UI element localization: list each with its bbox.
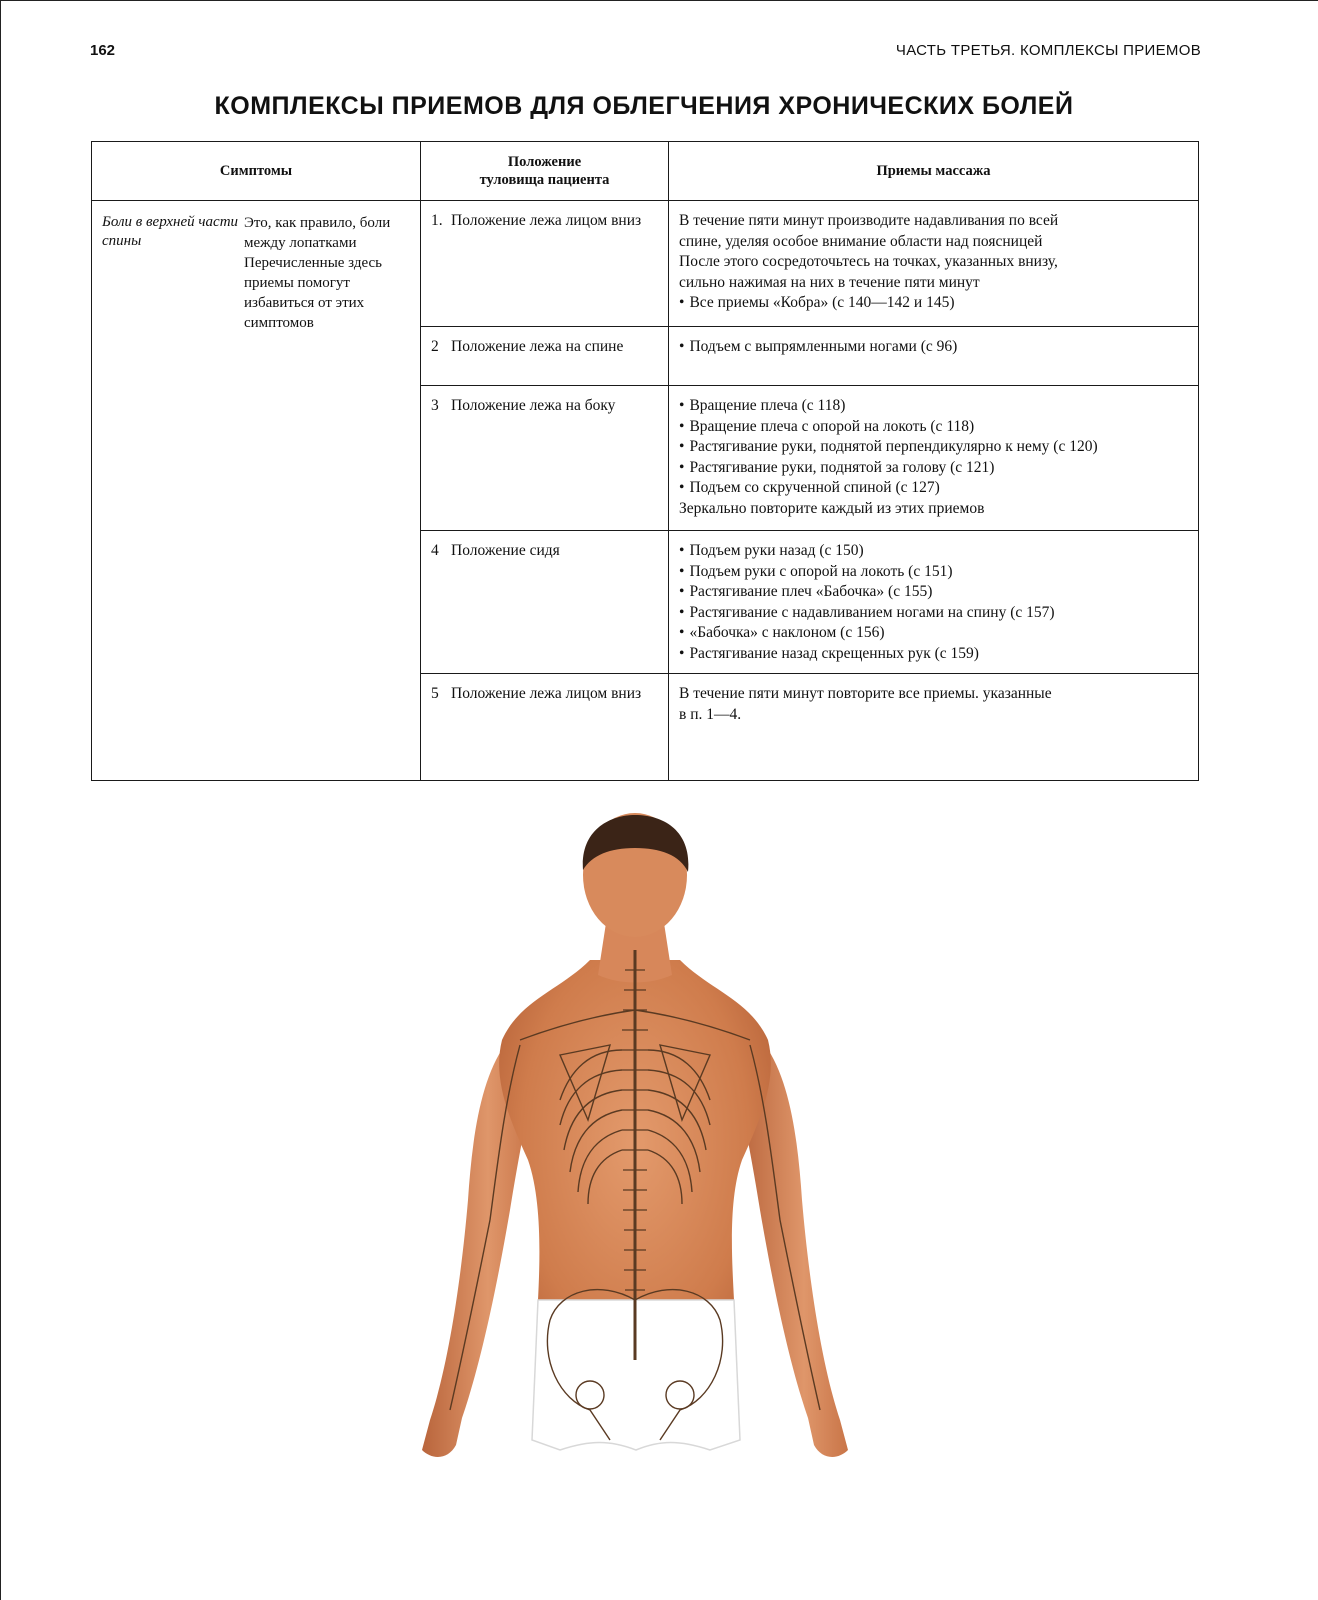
running-head: ЧАСТЬ ТРЕТЬЯ. КОМПЛЕКСЫ ПРИЕМОВ — [895, 42, 1201, 59]
massage-cell — [669, 327, 1199, 386]
page-number: 162 — [90, 42, 116, 59]
position-cell — [421, 386, 669, 531]
header-position — [421, 142, 669, 201]
massage-bullet: • Растягивание назад скрещенных рук (с 159) — [679, 644, 1190, 665]
massage-bullet: • Все приемы «Кобра» (с 140—142 и 145) — [679, 293, 1190, 314]
massage-bullet: • Растягивание плеч «Бабочка» (с 155) — [679, 582, 1190, 603]
header-position-line2: туловища пациента — [479, 172, 610, 188]
header-symptoms: Симптомы — [92, 142, 421, 201]
header-position-line1: Положение — [507, 154, 582, 170]
page-title: КОМПЛЕКСЫ ПРИЕМОВ ДЛЯ ОБЛЕГЧЕНИЯ ХРОНИЧЕСКИХ БОЛЕЙ — [214, 92, 1074, 120]
massage-bullet: • Подъем с выпрямленными ногами (с 96) — [679, 337, 1190, 358]
position-cell — [421, 327, 669, 386]
massage-line: спине, уделяя особое внимание области над поясницей — [679, 232, 1043, 250]
symptom-name: Боли в верхней части спины — [102, 214, 239, 249]
position-number: 1. — [431, 212, 443, 229]
position-cell — [421, 674, 669, 781]
symptom-description: Это, как правило, боли между лопатками Перечисленные здесь приемы помогут избавиться от этих симптомов — [244, 215, 391, 331]
massage-bullet: • Подъем руки с опорой на локоть (с 151) — [679, 562, 1190, 583]
position-number: 5 — [431, 685, 439, 702]
position-number: 4 — [431, 542, 439, 559]
massage-bullet: • Растягивание руки, поднятой за голову (с 121) — [679, 458, 1190, 479]
massage-cell — [669, 674, 1199, 781]
header-massage: Приемы массажа — [669, 142, 1199, 201]
massage-table — [91, 141, 1199, 781]
table-row — [92, 201, 1199, 327]
massage-bullet: • Вращение плеча с опорой на локоть (с 118) — [679, 417, 1190, 438]
massage-line: сильно нажимая на них в течение пяти минут — [679, 273, 980, 291]
position-text: Положение сидя — [451, 542, 560, 559]
massage-bullet: • Подъем со скрученной спиной (с 127) — [679, 478, 1190, 499]
massage-line: После этого сосредоточьтесь на точках, указанных внизу, — [679, 253, 1058, 270]
symptom-cell — [92, 201, 421, 781]
position-text: Положение лежа лицом вниз — [451, 212, 642, 229]
massage-line: В течение пяти минут производите надавливания по всей — [679, 212, 1059, 229]
position-text: Положение лежа на боку — [451, 397, 616, 414]
massage-line: Зеркально повторите каждый из этих приемов — [679, 499, 985, 517]
position-number: 3 — [431, 397, 439, 414]
massage-cell — [669, 531, 1199, 674]
anatomy-illustration — [410, 800, 860, 1460]
position-text: Положение лежа лицом вниз — [451, 685, 642, 702]
position-cell — [421, 201, 669, 327]
massage-bullet: • Подъем руки назад (с 150) — [679, 541, 1190, 562]
massage-bullet: • Вращение плеча (с 118) — [679, 396, 1190, 417]
massage-line: В течение пяти минут повторите все приемы. указанные — [679, 685, 1052, 702]
massage-cell — [669, 386, 1199, 531]
position-text: Положение лежа на спине — [451, 338, 624, 355]
massage-bullet: • «Бабочка» с наклоном (с 156) — [679, 623, 1190, 644]
massage-bullet: • Растягивание с надавливанием ногами на спину (с 157) — [679, 603, 1190, 624]
massage-line: в п. 1—4. — [679, 705, 742, 723]
massage-bullet: • Растягивание руки, поднятой перпендикулярно к нему (с 120) — [679, 437, 1190, 458]
position-cell — [421, 531, 669, 674]
table-header-row — [92, 142, 1199, 201]
position-number: 2 — [431, 338, 439, 355]
massage-cell — [669, 201, 1199, 327]
